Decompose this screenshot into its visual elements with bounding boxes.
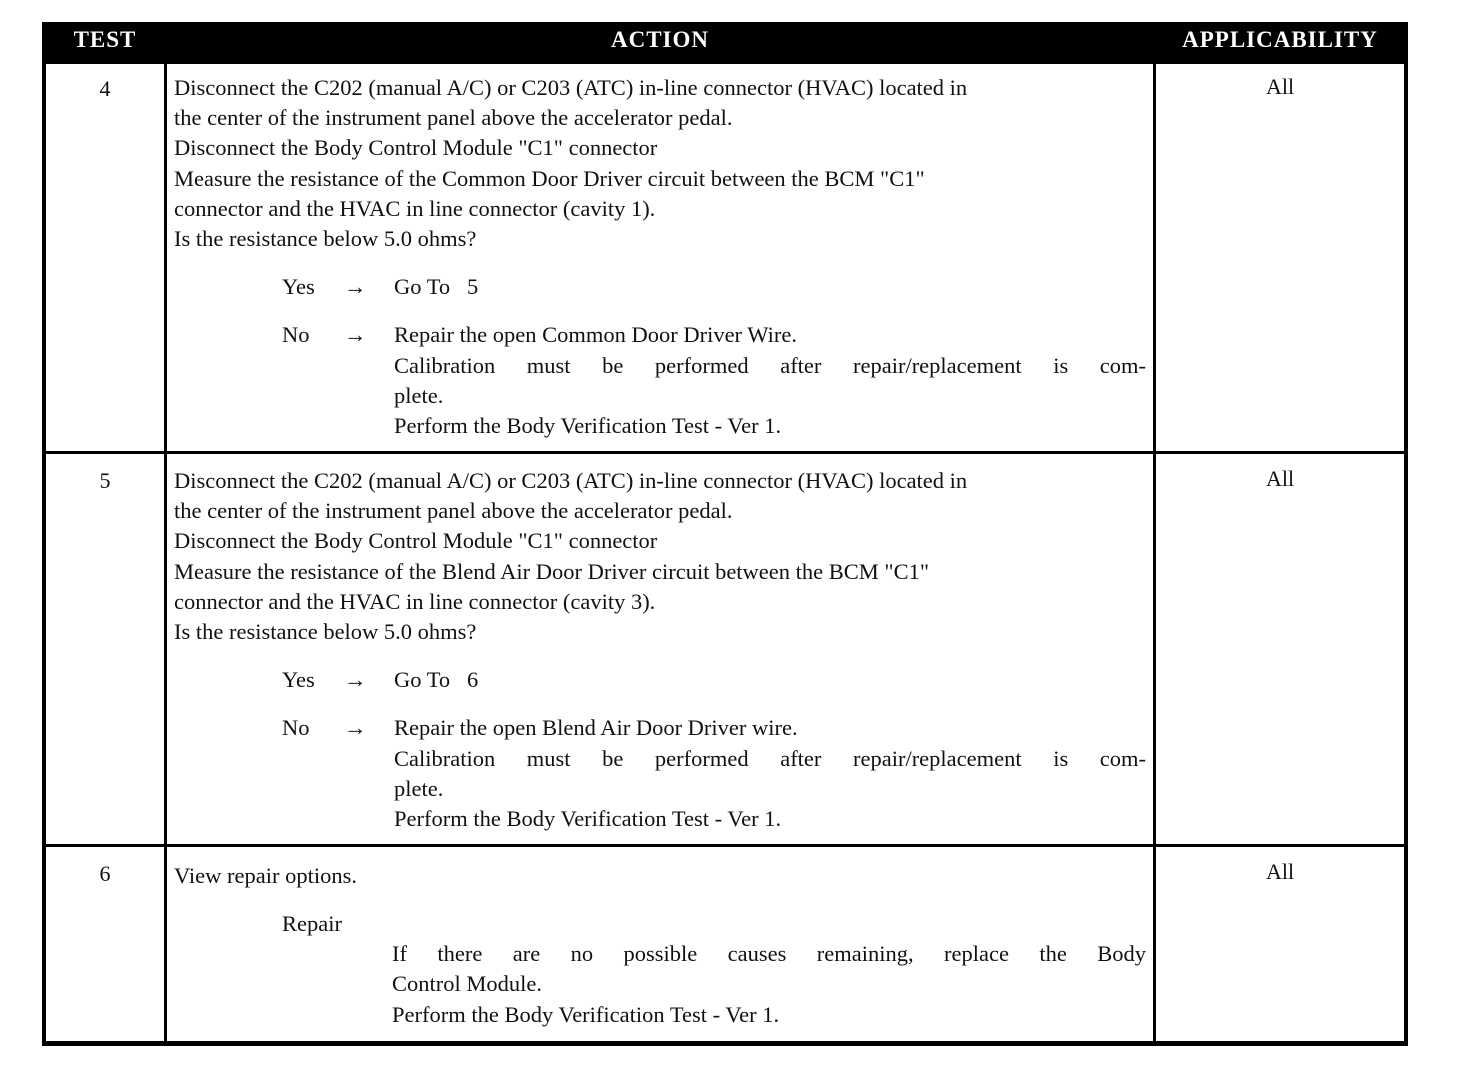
no-result-line: Repair the open Common Door Driver Wire.	[394, 322, 797, 348]
row-divider	[46, 451, 1404, 454]
action-line: Measure the resistance of the Blend Air Door Driver circuit between the BCM "C1"	[174, 558, 930, 584]
no-result-line: plete.	[394, 775, 444, 801]
row-divider	[46, 844, 1404, 847]
header-action: ACTION	[610, 27, 709, 52]
no-result	[394, 320, 1146, 441]
action-line: the center of the instrument panel above the accelerator pedal.	[174, 105, 733, 131]
repair-line: Control Module.	[392, 971, 542, 997]
no-result-line: Repair the open Blend Air Door Driver wire.	[394, 715, 798, 741]
test-number: 4	[99, 76, 111, 101]
table-header	[46, 22, 1404, 64]
right-arrow-icon: →	[344, 274, 367, 300]
header-test: TEST	[73, 27, 137, 52]
applicability-cell: All	[1265, 466, 1295, 491]
no-result-line: plete.	[394, 382, 444, 408]
action-cell	[174, 861, 1146, 1030]
action-line: the center of the instrument panel above the accelerator pedal.	[174, 498, 733, 524]
action-cell	[174, 73, 1146, 441]
right-arrow-icon: →	[344, 715, 367, 741]
action-line: Disconnect the Body Control Module "C1" connector	[174, 135, 658, 161]
no-result-line: Perform the Body Verification Test - Ver 1.	[394, 413, 782, 439]
yes-result: Go To 6	[394, 667, 479, 693]
action-line: View repair options.	[174, 863, 357, 888]
right-arrow-icon: →	[344, 322, 367, 348]
action-line: Is the resistance below 5.0 ohms?	[174, 619, 477, 645]
yes-label: Yes	[282, 274, 315, 300]
repair-option	[174, 909, 1146, 1030]
repair-line: Perform the Body Verification Test - Ver 1.	[392, 1001, 780, 1027]
no-option	[174, 320, 1146, 441]
test-number: 5	[99, 468, 111, 493]
action-line: connector and the HVAC in line connector (cavity 1).	[174, 195, 656, 221]
no-label: No	[282, 322, 310, 348]
yes-result: Go To 5	[394, 274, 479, 300]
diagnostic-table	[42, 22, 1408, 1046]
no-option	[174, 713, 1146, 834]
action-cell	[174, 466, 1146, 834]
right-arrow-icon: →	[344, 667, 367, 693]
header-applicability: APPLICABILITY	[1182, 27, 1378, 52]
action-line: Disconnect the C202 (manual A/C) or C203 (ATC) in-line connector (HVAC) located in	[174, 75, 968, 100]
action-line: Disconnect the C202 (manual A/C) or C203 (ATC) in-line connector (HVAC) located in	[174, 468, 968, 493]
repair-label: Repair	[282, 911, 342, 937]
action-line: connector and the HVAC in line connector (cavity 3).	[174, 588, 656, 614]
applicability-cell: All	[1265, 74, 1295, 99]
applicability-cell: All	[1265, 859, 1295, 884]
column-divider	[164, 64, 167, 1041]
no-result-line: Calibration must be performed after repair/replacement is com-	[394, 745, 1146, 771]
no-result-line: Calibration must be performed after repair/replacement is com-	[394, 352, 1146, 378]
column-divider	[1153, 64, 1156, 1041]
no-result	[394, 713, 1146, 834]
repair-line: If there are no possible causes remaining, replace the Body	[392, 941, 1146, 967]
yes-option	[174, 272, 1146, 302]
test-number: 6	[99, 861, 111, 886]
action-line: Is the resistance below 5.0 ohms?	[174, 226, 477, 252]
action-line: Disconnect the Body Control Module "C1" connector	[174, 528, 658, 554]
no-result-line: Perform the Body Verification Test - Ver 1.	[394, 806, 782, 832]
action-line: Measure the resistance of the Common Door Driver circuit between the BCM "C1"	[174, 165, 925, 191]
repair-result	[392, 909, 1146, 1030]
no-label: No	[282, 715, 310, 741]
yes-label: Yes	[282, 667, 315, 693]
yes-option	[174, 665, 1146, 695]
